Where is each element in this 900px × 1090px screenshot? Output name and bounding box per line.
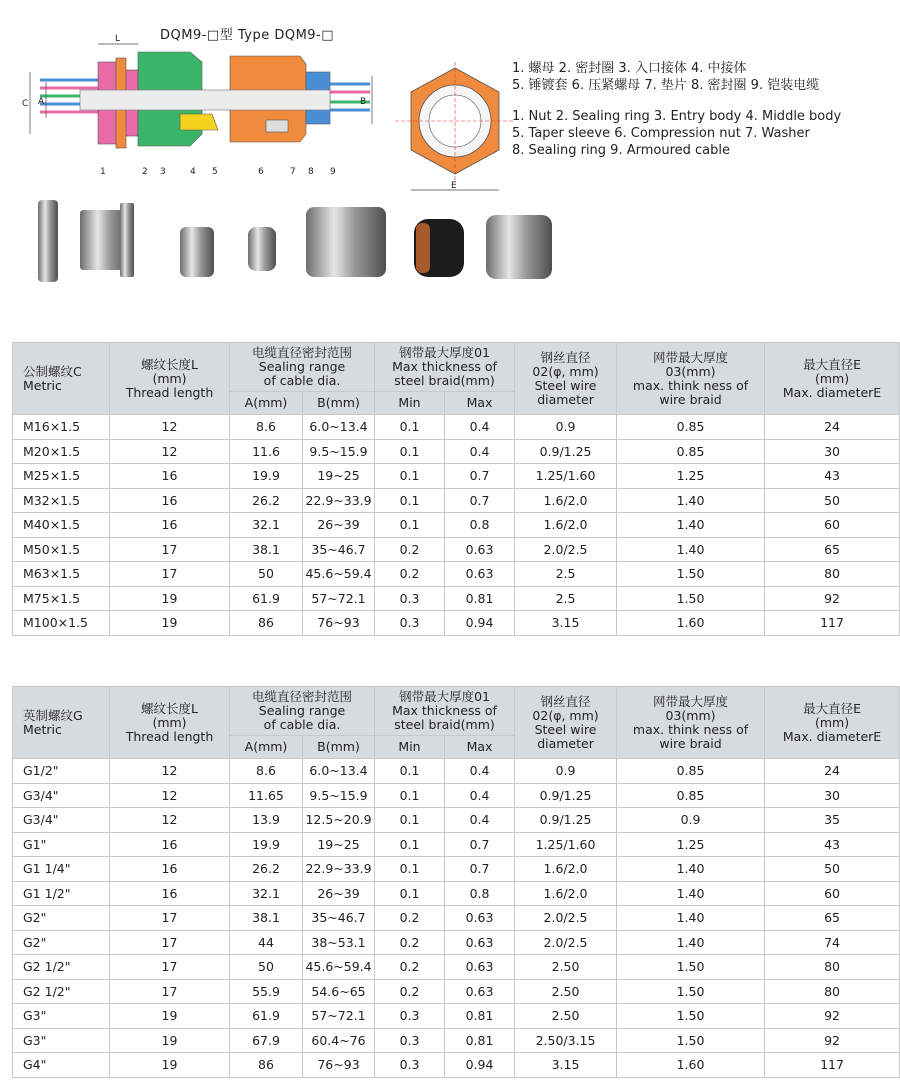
table-cell: 0.4	[445, 439, 515, 464]
table-row	[13, 808, 900, 833]
header-thread-length-text: 螺纹长度L (mm) Thread length	[125, 356, 214, 400]
table-cell: 1.40	[617, 906, 765, 931]
table-row	[13, 513, 900, 538]
table-row	[13, 586, 900, 611]
table-cell: 0.2	[375, 906, 445, 931]
table-cell: 1.40	[617, 488, 765, 513]
g-thread-table	[12, 686, 900, 1078]
table-cell: 8.6	[230, 759, 303, 784]
table-cell: 50	[765, 857, 900, 882]
part-label-3: 3	[160, 167, 166, 177]
table-cell: 1.6/2.0	[515, 513, 617, 538]
header-steel-wire-text: 钢丝直径 02(φ, mm) Steel wire diameter	[532, 349, 599, 407]
table-row	[13, 537, 900, 562]
table-cell: 0.9	[515, 415, 617, 440]
table-cell: 0.9/1.25	[515, 808, 617, 833]
table-cell: 55.9	[230, 979, 303, 1004]
subheader-min-g: Min	[375, 736, 445, 759]
subheader-max-g: Max	[445, 736, 515, 759]
header-sealing-range-g	[230, 687, 375, 736]
header-metric	[13, 343, 110, 415]
table-cell: 1.40	[617, 513, 765, 538]
table-cell: 0.8	[445, 881, 515, 906]
table-cell: 0.81	[445, 586, 515, 611]
table-cell: G1"	[13, 832, 110, 857]
table-cell: G2"	[13, 930, 110, 955]
table-cell: 0.1	[375, 857, 445, 882]
table-cell: 19	[110, 611, 230, 636]
table-cell: G4"	[13, 1053, 110, 1078]
table-cell: M40×1.5	[13, 513, 110, 538]
table-cell: 32.1	[230, 513, 303, 538]
table-cell: 45.6~59.4	[303, 955, 375, 980]
table-cell: 2.50	[515, 1004, 617, 1029]
table-row	[13, 415, 900, 440]
table-cell: 24	[765, 415, 900, 440]
header-max-diameter	[765, 343, 900, 415]
table-cell: 1.40	[617, 857, 765, 882]
legend-en-line-2: 5. Taper sleeve 6. Compression nut 7. Washer	[512, 126, 810, 141]
header-steel-wire-g-text: 钢丝直径 02(φ, mm) Steel wire diameter	[532, 693, 599, 751]
table-cell: 43	[765, 832, 900, 857]
table-cell: 12.5~20.9	[303, 808, 375, 833]
table-row	[13, 488, 900, 513]
table-cell: 26.2	[230, 488, 303, 513]
table-cell: G3/4"	[13, 808, 110, 833]
table-cell: 92	[765, 586, 900, 611]
dim-label-a: A	[38, 97, 45, 107]
subheader-b-g: B(mm)	[303, 736, 375, 759]
table-cell: 0.63	[445, 979, 515, 1004]
table-cell: 0.4	[445, 783, 515, 808]
table-cell: 19.9	[230, 464, 303, 489]
header-steel-wire-g	[515, 687, 617, 759]
table-cell: G1 1/2"	[13, 881, 110, 906]
header-thread-length-g	[110, 687, 230, 759]
table-cell: 13.9	[230, 808, 303, 833]
parts-legend	[512, 60, 841, 159]
table-cell: 17	[110, 537, 230, 562]
table-cell: 26~39	[303, 513, 375, 538]
table-row	[13, 783, 900, 808]
part-label-1: 1	[100, 167, 106, 177]
table-cell: 35~46.7	[303, 537, 375, 562]
header-thread-length-g-text: 螺纹长度L (mm) Thread length	[125, 700, 214, 744]
metric-thread-table	[12, 342, 900, 636]
diagram-title: DQM9-□型 Type DQM9-□	[160, 28, 335, 43]
table-cell: 44	[230, 930, 303, 955]
table-row	[13, 464, 900, 489]
header-max-diameter-g	[765, 687, 900, 759]
table-cell: 12	[110, 759, 230, 784]
table-cell: 0.9	[617, 808, 765, 833]
table-cell: 0.63	[445, 562, 515, 587]
table-cell: 35~46.7	[303, 906, 375, 931]
table-cell: G2 1/2"	[13, 979, 110, 1004]
header-steel-braid	[375, 343, 515, 392]
washer-photo	[248, 227, 276, 271]
table-cell: 6.0~13.4	[303, 415, 375, 440]
table-cell: 12	[110, 415, 230, 440]
parts-photo-strip	[30, 195, 570, 290]
table-cell: 32.1	[230, 881, 303, 906]
table-cell: 19~25	[303, 464, 375, 489]
table-cell: 0.7	[445, 832, 515, 857]
table-cell: 16	[110, 464, 230, 489]
table-cell: 0.1	[375, 488, 445, 513]
table-cell: 38~53.1	[303, 930, 375, 955]
table-cell: 1.25	[617, 832, 765, 857]
table-cell: 24	[765, 759, 900, 784]
header-steel-braid-text: 钢带最大厚度01 Max thickness of steel braid(mm)	[392, 345, 497, 388]
legend-cn-line-1: 1. 螺母 2. 密封圈 3. 入口接体 4. 中接体	[512, 61, 747, 76]
part-number-labels	[100, 167, 336, 177]
subheader-max: Max	[445, 392, 515, 415]
part-label-5: 5	[212, 167, 218, 177]
header-wire-braid-g	[617, 687, 765, 759]
legend-cn-line-2: 5. 锤镀套 6. 压紧螺母 7. 垫片 8. 密封圈 9. 铠装电缆	[512, 78, 820, 93]
table-cell: 11.6	[230, 439, 303, 464]
header-g-thread	[13, 687, 110, 759]
table-cell: M50×1.5	[13, 537, 110, 562]
cross-section-diagram	[20, 22, 500, 191]
table-cell: 2.50/3.15	[515, 1028, 617, 1053]
front-view-drawing	[395, 62, 515, 202]
table-cell: 45.6~59.4	[303, 562, 375, 587]
table-cell: M75×1.5	[13, 586, 110, 611]
dim-label-c: C	[22, 99, 29, 109]
header-max-diameter-text: 最大直径E (mm) Max. diameterE	[782, 356, 882, 400]
table-cell: 17	[110, 906, 230, 931]
header-sealing-range-g-text: 电缆直径密封范围 Sealing range of cable dia.	[252, 689, 353, 732]
table-cell: 1.60	[617, 1053, 765, 1078]
table-cell: 22.9~33.9	[303, 857, 375, 882]
table-cell: 60	[765, 881, 900, 906]
dim-label-b: B	[360, 97, 367, 107]
table-cell: 19.9	[230, 832, 303, 857]
table-cell: 1.50	[617, 979, 765, 1004]
table-cell: 1.50	[617, 562, 765, 587]
table-cell: 80	[765, 562, 900, 587]
dim-label-l: L	[115, 34, 121, 44]
header-sealing-range-text: 电缆直径密封范围 Sealing range of cable dia.	[252, 345, 353, 388]
table-cell: 76~93	[303, 1053, 375, 1078]
table-cell: 0.1	[375, 464, 445, 489]
table-cell: 1.40	[617, 537, 765, 562]
table-cell: G3"	[13, 1004, 110, 1029]
table-cell: 0.2	[375, 955, 445, 980]
table-row	[13, 906, 900, 931]
table-row	[13, 881, 900, 906]
table-cell: 1.60	[617, 611, 765, 636]
table-cell: 16	[110, 832, 230, 857]
table-cell: 50	[765, 488, 900, 513]
header-steel-wire	[515, 343, 617, 415]
table-cell: 0.8	[445, 513, 515, 538]
table-cell: M32×1.5	[13, 488, 110, 513]
table-cell: M63×1.5	[13, 562, 110, 587]
table-cell: 61.9	[230, 1004, 303, 1029]
table-cell: 17	[110, 562, 230, 587]
part-label-6: 6	[258, 167, 264, 177]
table-cell: G1 1/4"	[13, 857, 110, 882]
table-cell: 0.1	[375, 808, 445, 833]
table-cell: 0.63	[445, 930, 515, 955]
table-cell: 1.50	[617, 1028, 765, 1053]
table-cell: 0.63	[445, 906, 515, 931]
table-cell: 0.9/1.25	[515, 783, 617, 808]
table-cell: 3.15	[515, 611, 617, 636]
table-cell: 2.0/2.5	[515, 930, 617, 955]
g-table-body	[13, 759, 900, 1078]
table-cell: 0.94	[445, 1053, 515, 1078]
table-cell: 57~72.1	[303, 1004, 375, 1029]
table-cell: 2.0/2.5	[515, 537, 617, 562]
table-cell: 0.85	[617, 783, 765, 808]
table-cell: 60.4~76	[303, 1028, 375, 1053]
table-cell: 1.25/1.60	[515, 832, 617, 857]
table-row	[13, 562, 900, 587]
table-cell: 0.3	[375, 586, 445, 611]
compression-nut-photo	[486, 215, 552, 279]
table-cell: 17	[110, 979, 230, 1004]
table-cell: 2.50	[515, 955, 617, 980]
subheader-min: Min	[375, 392, 445, 415]
table-cell: 16	[110, 488, 230, 513]
table-cell: 1.50	[617, 955, 765, 980]
table-cell: G2 1/2"	[13, 955, 110, 980]
table-cell: 3.15	[515, 1053, 617, 1078]
table-cell: 0.2	[375, 979, 445, 1004]
table-cell: 9.5~15.9	[303, 783, 375, 808]
table-cell: 30	[765, 439, 900, 464]
table-cell: 1.25/1.60	[515, 464, 617, 489]
table-cell: 0.63	[445, 955, 515, 980]
table-cell: M100×1.5	[13, 611, 110, 636]
header-sealing-range	[230, 343, 375, 392]
table-cell: 86	[230, 1053, 303, 1078]
table-cell: 22.9~33.9	[303, 488, 375, 513]
table-cell: 12	[110, 783, 230, 808]
table-cell: G1/2"	[13, 759, 110, 784]
table-cell: M25×1.5	[13, 464, 110, 489]
table-cell: G3"	[13, 1028, 110, 1053]
table-cell: 117	[765, 611, 900, 636]
middle-body-photo	[306, 207, 386, 277]
table-cell: 0.1	[375, 832, 445, 857]
nut-photo	[38, 200, 58, 282]
table-cell: 8.6	[230, 415, 303, 440]
table-cell: 26~39	[303, 881, 375, 906]
subheader-a: A(mm)	[230, 392, 303, 415]
metric-table-body	[13, 415, 900, 636]
table-cell: 67.9	[230, 1028, 303, 1053]
table-cell: 0.1	[375, 881, 445, 906]
table-cell: 19	[110, 1004, 230, 1029]
table-cell: 0.85	[617, 759, 765, 784]
table-cell: 0.9/1.25	[515, 439, 617, 464]
table-row	[13, 1053, 900, 1078]
subheader-b: B(mm)	[303, 392, 375, 415]
table-row	[13, 979, 900, 1004]
table-row	[13, 930, 900, 955]
table-cell: 19	[110, 1053, 230, 1078]
table-cell: 2.0/2.5	[515, 906, 617, 931]
taper-sleeve-photo	[180, 227, 214, 277]
table-cell: 1.6/2.0	[515, 488, 617, 513]
table-cell: 50	[230, 955, 303, 980]
table-cell: 50	[230, 562, 303, 587]
table-row	[13, 857, 900, 882]
part-label-2: 2	[142, 167, 148, 177]
table-cell: 74	[765, 930, 900, 955]
table-cell: 6.0~13.4	[303, 759, 375, 784]
table-cell: 86	[230, 611, 303, 636]
table-cell: 0.3	[375, 1004, 445, 1029]
part-label-9: 9	[330, 167, 336, 177]
table-cell: 65	[765, 906, 900, 931]
table-cell: 12	[110, 439, 230, 464]
legend-en-line-1: 1. Nut 2. Sealing ring 3. Entry body 4. Middle body	[512, 109, 842, 124]
table-cell: 65	[765, 537, 900, 562]
table-cell: 16	[110, 857, 230, 882]
table-row	[13, 832, 900, 857]
table-cell: M16×1.5	[13, 415, 110, 440]
table-cell: 0.1	[375, 513, 445, 538]
header-wire-braid-text: 网带最大厚度 03(mm) max. think ness of wire braid	[632, 349, 749, 407]
table-cell: 26.2	[230, 857, 303, 882]
subheader-a-g: A(mm)	[230, 736, 303, 759]
table-cell: 16	[110, 513, 230, 538]
table-cell: 0.9	[515, 759, 617, 784]
table-row	[13, 955, 900, 980]
table-cell: 0.7	[445, 488, 515, 513]
header-wire-braid	[617, 343, 765, 415]
table-cell: 0.1	[375, 415, 445, 440]
table-cell: 117	[765, 1053, 900, 1078]
table-cell: 0.81	[445, 1028, 515, 1053]
table-cell: 0.1	[375, 439, 445, 464]
table-cell: 17	[110, 955, 230, 980]
table-cell: 19~25	[303, 832, 375, 857]
table-cell: 38.1	[230, 906, 303, 931]
table-cell: 43	[765, 464, 900, 489]
table-row	[13, 759, 900, 784]
table-cell: 0.4	[445, 759, 515, 784]
table-cell: 76~93	[303, 611, 375, 636]
table-cell: 1.50	[617, 586, 765, 611]
table-cell: 2.5	[515, 562, 617, 587]
header-metric-text: 公制螺纹C Metric	[23, 363, 82, 393]
table-cell: 38.1	[230, 537, 303, 562]
table-cell: 0.63	[445, 537, 515, 562]
table-cell: 11.65	[230, 783, 303, 808]
table-cell: 0.7	[445, 464, 515, 489]
table-cell: 16	[110, 881, 230, 906]
table-cell: 60	[765, 513, 900, 538]
header-steel-braid-g-text: 钢带最大厚度01 Max thickness of steel braid(mm)	[392, 689, 497, 732]
table-cell: 0.3	[375, 611, 445, 636]
table-cell: 0.7	[445, 857, 515, 882]
table-cell: 57~72.1	[303, 586, 375, 611]
table-row	[13, 1004, 900, 1029]
table-cell: 61.9	[230, 586, 303, 611]
table-cell: 0.2	[375, 562, 445, 587]
table-row	[13, 1028, 900, 1053]
table-cell: 92	[765, 1004, 900, 1029]
table-cell: 2.5	[515, 586, 617, 611]
table-cell: 0.1	[375, 759, 445, 784]
table-row	[13, 439, 900, 464]
table-cell: 0.1	[375, 783, 445, 808]
table-cell: 2.50	[515, 979, 617, 1004]
table-cell: 1.25	[617, 464, 765, 489]
table-cell: 17	[110, 930, 230, 955]
table-cell: 1.6/2.0	[515, 881, 617, 906]
table-cell: 0.2	[375, 537, 445, 562]
table-cell: 0.4	[445, 415, 515, 440]
entry-body-photo	[80, 203, 134, 277]
part-label-4: 4	[190, 167, 196, 177]
table-cell: 0.85	[617, 415, 765, 440]
table-cell: 0.94	[445, 611, 515, 636]
table-cell: 0.81	[445, 1004, 515, 1029]
part-label-8: 8	[308, 167, 314, 177]
table-cell: 92	[765, 1028, 900, 1053]
sealing-ring-photo	[414, 219, 464, 277]
table-cell: 19	[110, 1028, 230, 1053]
part-label-7: 7	[290, 167, 296, 177]
header-wire-braid-g-text: 网带最大厚度 03(mm) max. think ness of wire braid	[632, 693, 749, 751]
table-cell: 1.40	[617, 930, 765, 955]
header-steel-braid-g	[375, 687, 515, 736]
table-cell: 54.6~65	[303, 979, 375, 1004]
table-cell: 1.6/2.0	[515, 857, 617, 882]
legend-en-line-3: 8. Sealing ring 9. Armoured cable	[512, 143, 730, 158]
header-max-diameter-g-text: 最大直径E (mm) Max. diameterE	[782, 700, 882, 744]
table-cell: 19	[110, 586, 230, 611]
table-row	[13, 611, 900, 636]
table-cell: M20×1.5	[13, 439, 110, 464]
table-cell: 9.5~15.9	[303, 439, 375, 464]
table-cell: 0.2	[375, 930, 445, 955]
table-cell: 0.4	[445, 808, 515, 833]
table-cell: 35	[765, 808, 900, 833]
table-cell: 12	[110, 808, 230, 833]
table-cell: 0.3	[375, 1053, 445, 1078]
dim-label-e: E	[451, 181, 457, 191]
table-cell: G3/4"	[13, 783, 110, 808]
table-cell: G2"	[13, 906, 110, 931]
table-cell: 1.40	[617, 881, 765, 906]
table-cell: 0.85	[617, 439, 765, 464]
header-thread-length	[110, 343, 230, 415]
table-cell: 80	[765, 955, 900, 980]
table-cell: 80	[765, 979, 900, 1004]
table-cell: 30	[765, 783, 900, 808]
table-cell: 1.50	[617, 1004, 765, 1029]
header-g-thread-text: 英制螺纹G Metric	[23, 707, 83, 737]
table-cell: 0.3	[375, 1028, 445, 1053]
